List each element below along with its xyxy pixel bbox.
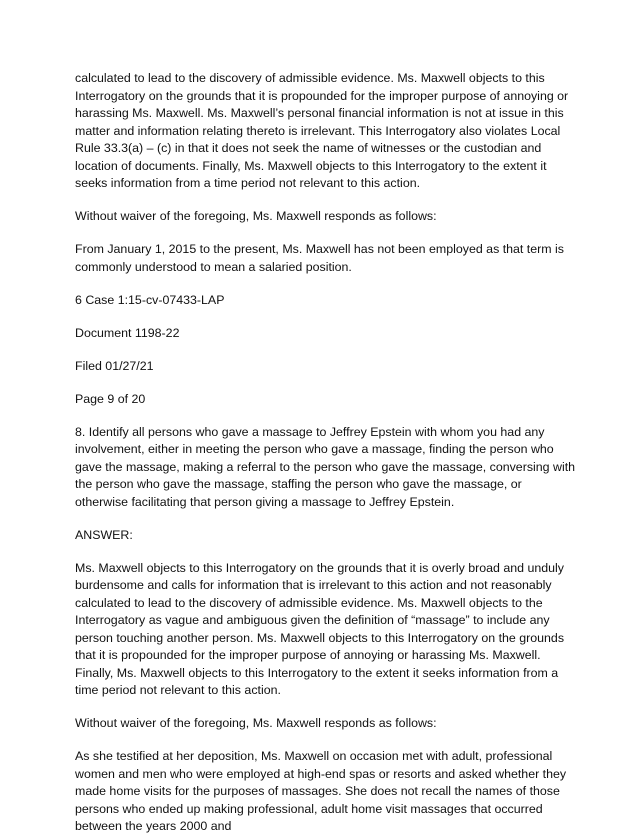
objection-paragraph-continued: calculated to lead to the discovery of admissible evidence. Ms. Maxwell objects to this Interrogatory on the grounds that it is propounded for the improper purpose of annoying or harassing Ms. Maxwell. Ms. Maxwell’s personal financial information is not at issue in this matter and information relating thereto is irrelevant. This Interrogatory also violates Local Rule 33.3(a) – (c) in that it does not seek the name of witnesses or the custodian and location of documents. Finally, Ms. Maxwell objects to this Interrogatory to the extent it seeks information from a time period not relevant to this action. — [75, 71, 569, 190]
case-number-header: 6 Case 1:15-cv-07433-LAP — [75, 292, 225, 307]
waiver-statement: Without waiver of the foregoing, Ms. Maxwell responds as follows: — [75, 209, 437, 223]
answer-heading: ANSWER: — [75, 527, 133, 542]
interrogatory-8: 8. Identify all persons who gave a massage to Jeffrey Epstein with whom you had any involvement, either in meeting the person who gave a massage, finding the person who gave the massage, making a referral to the person who gave the massage, conversing with the person who gave the massage, staffing the person who gave the massage, or otherwise facilitating that person giving a massage to Jeffrey Epstein. — [75, 424, 576, 509]
document-number-header: Document 1198-22 — [75, 325, 180, 340]
waiver-statement-2: Without waiver of the foregoing, Ms. Maxwell responds as follows: — [75, 716, 437, 730]
page-number-header: Page 9 of 20 — [75, 391, 146, 406]
employment-response: From January 1, 2015 to the present, Ms. Maxwell has not been employed as that term is commonly understood to mean a salaried position. — [75, 242, 564, 274]
filed-date-header: Filed 01/27/21 — [75, 358, 154, 373]
deposition-response-paragraph: As she testified at her deposition, Ms. Maxwell on occasion met with adult, professional women and men who were employed at high-end spas or resorts and asked whether they made home visits for the purposes of massages. She does not recall the names of those persons who ended up making professional, adult home visit massages that occurred between the years 2000 and — [75, 749, 567, 833]
answer-objection-paragraph: Ms. Maxwell objects to this Interrogatory on the grounds that it is overly broad and unduly burdensome and calls for information that is irrelevant to this action and not reasonably calculated to lead to the discovery of admissible evidence. Ms. Maxwell objects to the Interrogatory as vague and ambiguous given the definition of “massage” to include any person touching another person. Ms. Maxwell objects to this Interrogatory on the grounds that it is propounded for the improper purpose of annoying or harassing Ms. Maxwell. Finally, Ms. Maxwell objects to this Interrogatory to the extent it seeks information from a time period not relevant to this action. — [75, 560, 565, 697]
